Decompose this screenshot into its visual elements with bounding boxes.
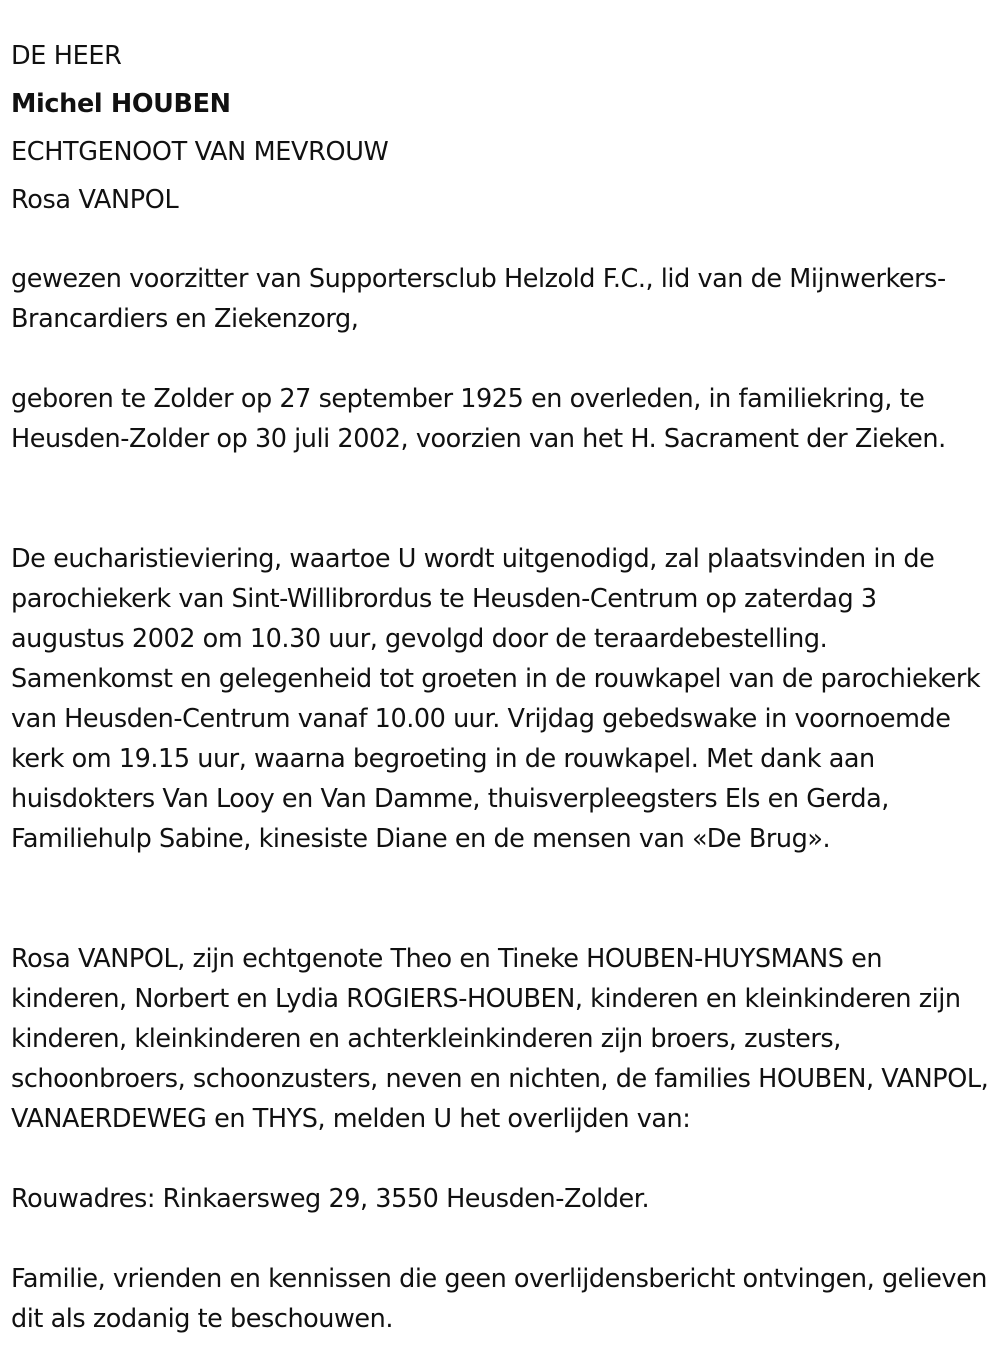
birth-death-paragraph: geboren te Zolder op 27 september 1925 en overleden, in familiekring, te Heusden-Zolder op 30 juli 2002, voorzien van het H. Sacrament der Zieken. (11, 384, 946, 454)
spouse-name: Rosa VANPOL (11, 185, 179, 215)
address-paragraph: Rouwadres: Rinkaersweg 29, 3550 Heusden-Zolder. (11, 1184, 650, 1214)
closing-paragraph: Familie, vrienden en kennissen die geen overlijdensbericht ontvingen, gelieven dit als zodanig te beschouwen. (11, 1264, 988, 1334)
title-line: DE HEER (11, 41, 122, 71)
ceremony-paragraph: De eucharistieviering, waartoe U wordt uitgenodigd, zal plaatsvinden in de parochiekerk van Sint-Willibrordus te Heusden-Centrum op zaterdag 3 augustus 2002 om 10.30 uur, gevolgd door de teraardebestelling. Samenkomst en gelegenheid tot groeten in de rouwkapel van de parochiekerk van Heusden-Centrum vanaf 10.00 uur. Vrijdag gebedswake in voornoemde kerk om 19.15 uur, waarna begroeting in de rouwkapel. Met dank aan huisdokters Van Looy en Van Damme, thuisverpleegsters Els en Gerda, Familiehulp Sabine, kinesiste Diane en de mensen van «De Brug». (11, 544, 981, 854)
roles-paragraph: gewezen voorzitter van Supportersclub Helzold F.C., lid van de Mijnwerkers-Brancardiers en Ziekenzorg, (11, 264, 946, 334)
deceased-name: Michel HOUBEN (11, 89, 231, 119)
spouse-label: ECHTGENOOT VAN MEVROUW (11, 137, 389, 167)
family-paragraph: Rosa VANPOL, zijn echtgenote Theo en Tineke HOUBEN-HUYSMANS en kinderen, Norbert en Lydia ROGIERS-HOUBEN, kinderen en kleinkinderen zijn kinderen, kleinkinderen en achterkleinkinderen zijn broers, zusters, schoonbroers, schoonzusters, neven en nichten, de families HOUBEN, VANPOL, VANAERDEWEG en THYS, melden U het overlijden van: (11, 944, 989, 1134)
